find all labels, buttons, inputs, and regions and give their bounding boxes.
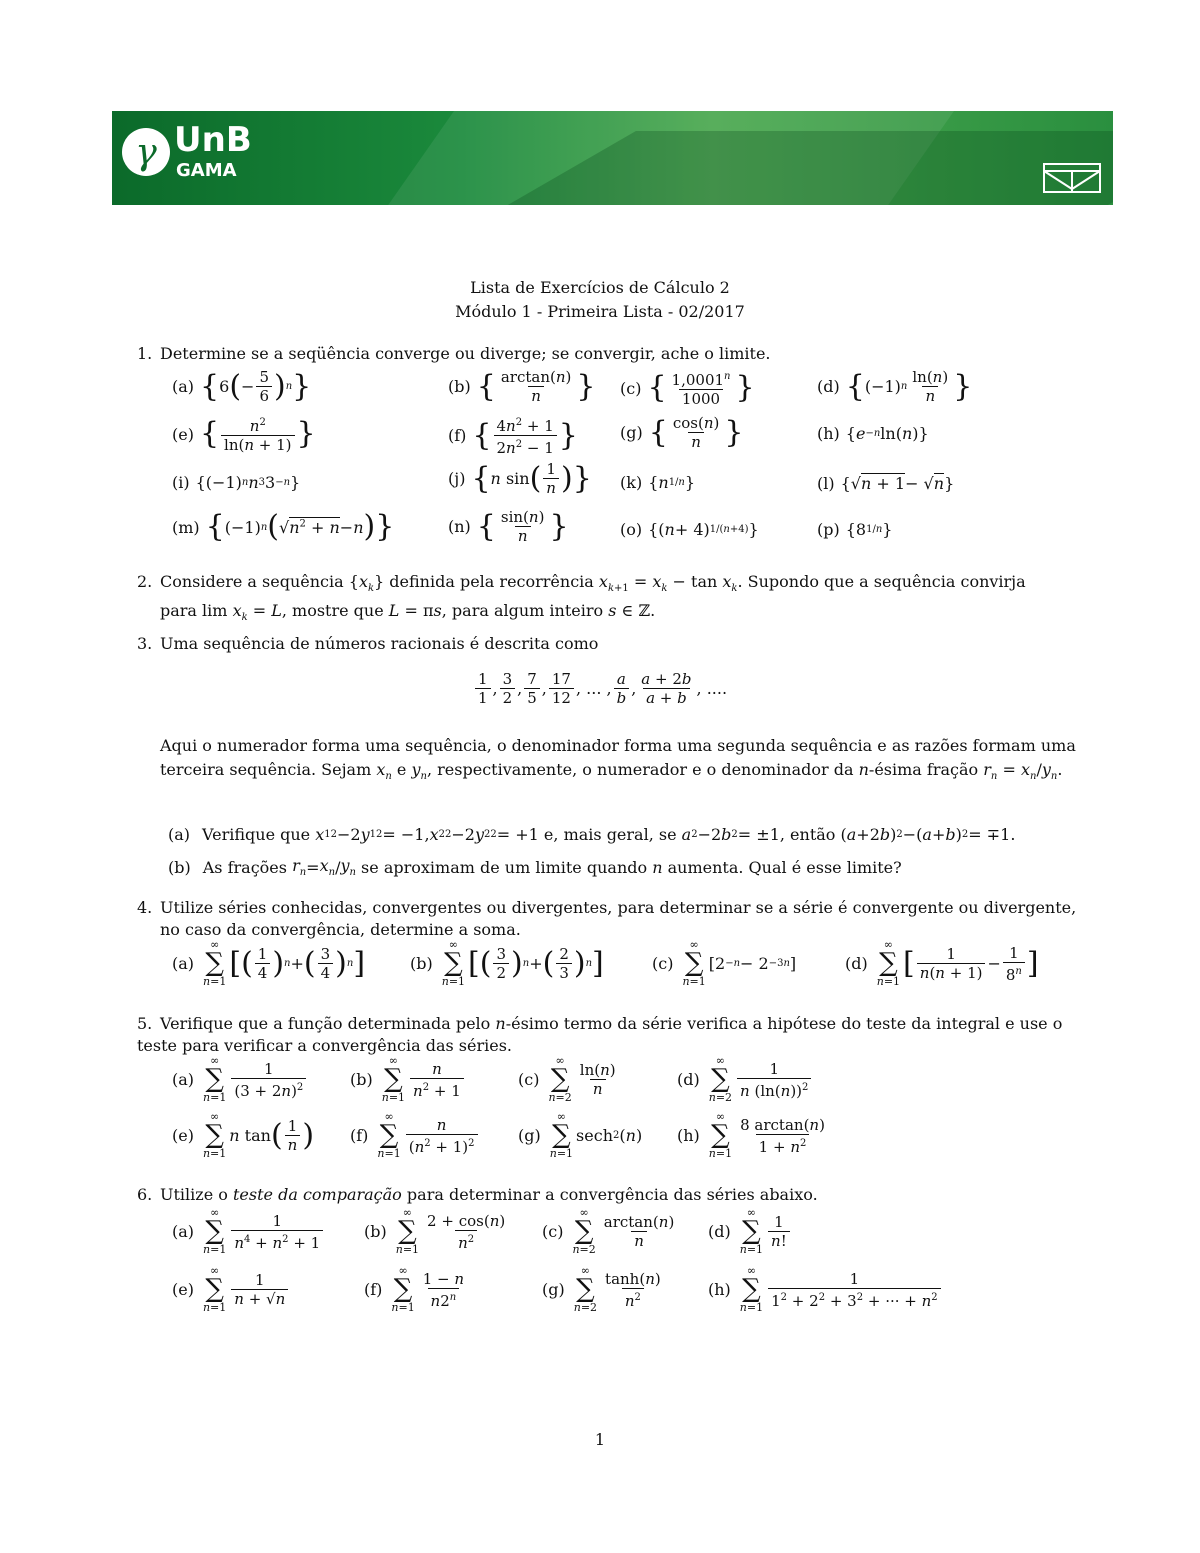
q1-item-f: (f) { $\frac{4n^2 + 1}{2n^2 - 1}$ } (448, 417, 578, 457)
question-2: 2. Considere a sequência $\{x_k\}$ definida pela recorrência $x_{k+1} = x_k - \tan x_k$. Supondo que a sequência convirja para $\lim x_k = L$, mostre que L = πs, para algum inteiro s ∈ ℤ. (137, 572, 1026, 624)
q1-item-p: (p) {8 1/n } (817, 520, 893, 539)
q6-item-a: (a) ∞ ∑ n=1 $\frac{1}{n^4 + n^2 + 1}$ (172, 1208, 325, 1255)
item-text: e, mais geral, se (543, 825, 677, 844)
document-subtitle: Módulo 1 - Primeira Lista - 02/2017 (455, 302, 745, 321)
q4-item-a: (a) ∞ ∑ n=1 [ ( $\frac{1}{4}$ ) n + ( $\frac{3}{4}$ ) n ] (172, 938, 366, 988)
question-text: mostre que (292, 601, 384, 621)
q5-item-h: (h) ∞ ∑ n=1 $\frac{8 \arctan(n)}{1 + n^2}$ (677, 1110, 825, 1160)
item-label: (l) (817, 473, 835, 493)
question-text: Utilize séries conhecidas, convergentes ou divergentes, para determinar se a série é convergente ou divergente, no caso da convergência, determine a soma. (160, 898, 1077, 939)
item-label: (e) (172, 1126, 194, 1145)
question-text: definida pela recorrência (389, 572, 594, 591)
q6-item-g: (g) ∞ ∑ n=2 $\frac{\tanh(n)}{n^2}$ (542, 1264, 661, 1314)
q3-sub-a: (a) Verifique que x 1 2 −2 y 1 2 = −1, x 2 2 −2 y 2 2 = +1 e, mais geral, se a 2 −2 b 2 = ±1, então ( a +2 b ) 2 −( a + b ) 2 = ∓1. (168, 825, 1016, 844)
page-number: 1 (594, 1430, 606, 1449)
logo-gama-text: GAMA (176, 160, 237, 181)
paragraph-text: Aqui o numerador forma uma sequência, o denominador forma uma segunda sequência e as razões formam uma terceira sequência. Sejam (160, 736, 1076, 779)
q6-item-f: (f) ∞ ∑ n=1 $\frac{1 - n}{n2^n}$ (364, 1264, 465, 1314)
q1-item-l: (l) {√ n + 1 − √ n } (817, 473, 955, 493)
item-label: (d) (708, 1222, 731, 1241)
question-number: 5. (137, 1014, 153, 1033)
item-label: (a) (172, 954, 195, 973)
question-5: 5. Verifique que a função determinada pelo n-ésimo termo da série verifica a hipótese do teste da integral e use o teste para verificar a convergência das séries. (137, 1014, 1063, 1055)
item-label: (f) (448, 426, 467, 445)
q5-item-f: (f) ∞ ∑ n=1 $\frac{n}{(n^2 + 1)^2}$ (350, 1112, 480, 1159)
question-1 (137, 343, 1097, 365)
q4-item-d: (d) ∞ ∑ n=1 [ $\frac{1}{n(n + 1)}$ − $\frac{1}{8^n}$ ] (845, 938, 1039, 988)
q1-item-h: (h) { e −n ln( n )} (817, 424, 929, 443)
item-label: (b) (410, 954, 433, 973)
item-label: (b) (350, 1070, 373, 1089)
item-text: As frações (202, 857, 287, 877)
q5-item-g: (g) ∞ ∑ n=1 sech 2 ( n ) (518, 1110, 643, 1160)
q1-item-b: (b) { $\frac{\arctan(n)}{n}$ } (448, 368, 596, 405)
item-text: aumenta. Qual é esse limite? (667, 857, 902, 877)
item-text: se aproximam de um limite quando (361, 857, 648, 877)
q6-item-c: (c) ∞ ∑ n=2 $\frac{\arctan(n)}{n}$ (542, 1206, 675, 1256)
item-label: (i) (172, 473, 190, 492)
q5-item-b: (b) ∞ ∑ n=1 $\frac{n}{n^2 + 1}$ (350, 1056, 466, 1103)
question-text: Supondo que a sequência convirja (747, 572, 1026, 591)
q1-item-k: (k) { n 1/n } (620, 473, 696, 492)
q1-item-o: (o) {( n + 4) 1/(n+4) } (620, 520, 759, 539)
question-number: 3. (137, 634, 153, 653)
question-6 (137, 1184, 1097, 1206)
item-label: (h) (677, 1126, 700, 1145)
item-label: (p) (817, 520, 840, 539)
q5-item-e: (e) ∞ ∑ n=1 n tan ( $\frac{1}{n}$ ) (172, 1110, 315, 1160)
q4-item-b: (b) ∞ ∑ n=1 [ ( $\frac{3}{2}$ ) n + ( $\frac{2}{3}$ ) n ] (410, 938, 604, 988)
q1-item-a: (a) { 6 ( − $\frac{5}{6}$ ) n } (172, 368, 312, 405)
q4-item-c: (c) ∞ ∑ n=1 [2 −n − 2 −3n ] (652, 938, 797, 988)
q6-item-d: (d) ∞ ∑ n=1 $\frac{1}{n!}$ (708, 1208, 792, 1255)
item-label: (c) (518, 1070, 540, 1089)
item-label: (c) (542, 1222, 564, 1241)
item-label: (m) (172, 517, 200, 537)
unb-emblem-icon (1043, 163, 1101, 193)
question-text: -ésimo termo da série verifica a hipótese do teste da integral e use o teste para verificar a convergência das séries. (137, 1014, 1063, 1055)
paragraph-text: respectivamente, o numerador e o denominador da (437, 760, 854, 779)
q1-item-m: (m) { (−1) n ( √ $n^2 + n$ − n ) } (172, 509, 395, 544)
item-label: (c) (620, 378, 642, 398)
item-label: (h) (817, 424, 840, 443)
q6-item-b: (b) ∞ ∑ n=1 $\frac{2 + \cos(n)}{n^2}$ (364, 1206, 506, 1256)
item-label: (k) (620, 473, 643, 492)
item-label: (b) (364, 1222, 387, 1241)
q1-item-n: (n) { $\frac{\sin(n)}{n}$ } (448, 508, 569, 545)
q6-item-h: (h) ∞ ∑ n=1 $\frac{1}{1^2 + 2^2 + 3^2 + \cdot\cdot\cdot + n^2}$ (708, 1266, 943, 1313)
item-label: (g) (518, 1126, 541, 1145)
item-label: (e) (172, 424, 194, 444)
item-label: (j) (448, 469, 466, 488)
item-text: então (790, 825, 836, 844)
item-label: (b) (448, 377, 471, 396)
q1-item-j: (j) { n sin ( $\frac{1}{n}$ ) } (448, 460, 592, 497)
question-text: Utilize o (160, 1185, 228, 1204)
document-title: Lista de Exercícios de Cálculo 2 (470, 278, 730, 297)
item-label: (a) (172, 1222, 195, 1241)
question-text: para determinar a convergência das séries abaixo. (406, 1185, 818, 1204)
item-label: (c) (652, 954, 674, 973)
rational-sequence: $\frac{1}{1}$ , $\frac{3}{2}$ , $\frac{7}{5}$ , $\frac{17}{12}$ , ... , $\frac{a}{b}$ , $\frac{a + 2b}{a + b}$ , .... (0, 670, 1200, 707)
emphasis-text: teste da comparação (232, 1185, 402, 1204)
item-label: (b) (168, 857, 191, 877)
unb-logo-icon (122, 128, 170, 176)
question-text: Uma sequência de números racionais é descrita como (160, 634, 599, 653)
question-number: 4. (137, 898, 153, 917)
item-label: (d) (845, 954, 868, 973)
item-label: (f) (364, 1280, 383, 1299)
question-3-paragraph: Aqui o numerador forma uma sequência, o denominador forma uma segunda sequência e as razões formam uma terceira sequência. Sejam $x_n$ e $y_n$, respectivamente, o numerador e o denominador da n-ésima fração $r_n = x_n/y_n$. (160, 736, 1076, 783)
q1-item-d: (d) { (−1) n $\frac{\ln(n)}{n}$ } (817, 368, 973, 405)
question-text: para lim (160, 601, 228, 621)
q1-item-c: (c) { $\frac{1,0001^n}{1000}$ } (620, 370, 755, 408)
item-label: (d) (677, 1070, 700, 1089)
question-text: Determine se a seqüência converge ou diverge; se convergir, ache o limite. (160, 344, 771, 363)
logo-unb-text: UnB (174, 120, 252, 160)
item-label: (d) (817, 377, 840, 396)
logo-symbol: γ (135, 131, 157, 173)
question-number: 6. (137, 1185, 153, 1204)
item-label: (h) (708, 1280, 731, 1299)
q1-item-i: (i) {(−1) n n 3 3 −n } (172, 473, 301, 492)
item-label: (a) (172, 377, 195, 396)
question-number: 1. (137, 344, 153, 363)
q5-item-d: (d) ∞ ∑ n=2 $\frac{1}{n (\ln(n))^2}$ (677, 1056, 813, 1103)
q5-item-c: (c) ∞ ∑ n=2 $\frac{\ln(n)}{n}$ (518, 1054, 616, 1104)
question-text: Considere a sequência (160, 572, 344, 591)
item-label: (g) (542, 1280, 565, 1299)
q3-sub-b: (b) As frações $r_n$ = $x_n$ / $y_n$ se aproximam de um limite quando n aumenta. Qual é esse limite? (168, 856, 902, 879)
question-3 (137, 633, 1097, 655)
q1-item-g: (g) { $\frac{\cos(n)}{n}$ } (620, 414, 744, 451)
q1-item-e: (e) { $\frac{n^2}{\ln(n + 1)}$ } (172, 416, 316, 454)
header-banner (112, 111, 1113, 205)
q5-item-a: (a) ∞ ∑ n=1 $\frac{1}{(3 + 2n)^2}$ (172, 1056, 308, 1103)
paragraph-text: -ésima fração (868, 760, 979, 779)
item-label: (f) (350, 1126, 369, 1145)
question-number: 2. (137, 572, 153, 591)
item-label: (a) (168, 825, 191, 844)
item-label: (a) (172, 1070, 195, 1089)
item-label: (o) (620, 520, 643, 539)
item-label: (e) (172, 1280, 194, 1299)
item-text: Verifique que (202, 825, 311, 844)
question-text: Verifique que a função determinada pelo (160, 1014, 491, 1033)
question-4 (137, 897, 1097, 941)
item-label: (g) (620, 423, 643, 442)
q6-item-e: (e) ∞ ∑ n=1 $\frac{1}{n + √n}$ (172, 1266, 290, 1313)
item-label: (n) (448, 517, 471, 536)
question-text: para algum inteiro (451, 601, 604, 621)
